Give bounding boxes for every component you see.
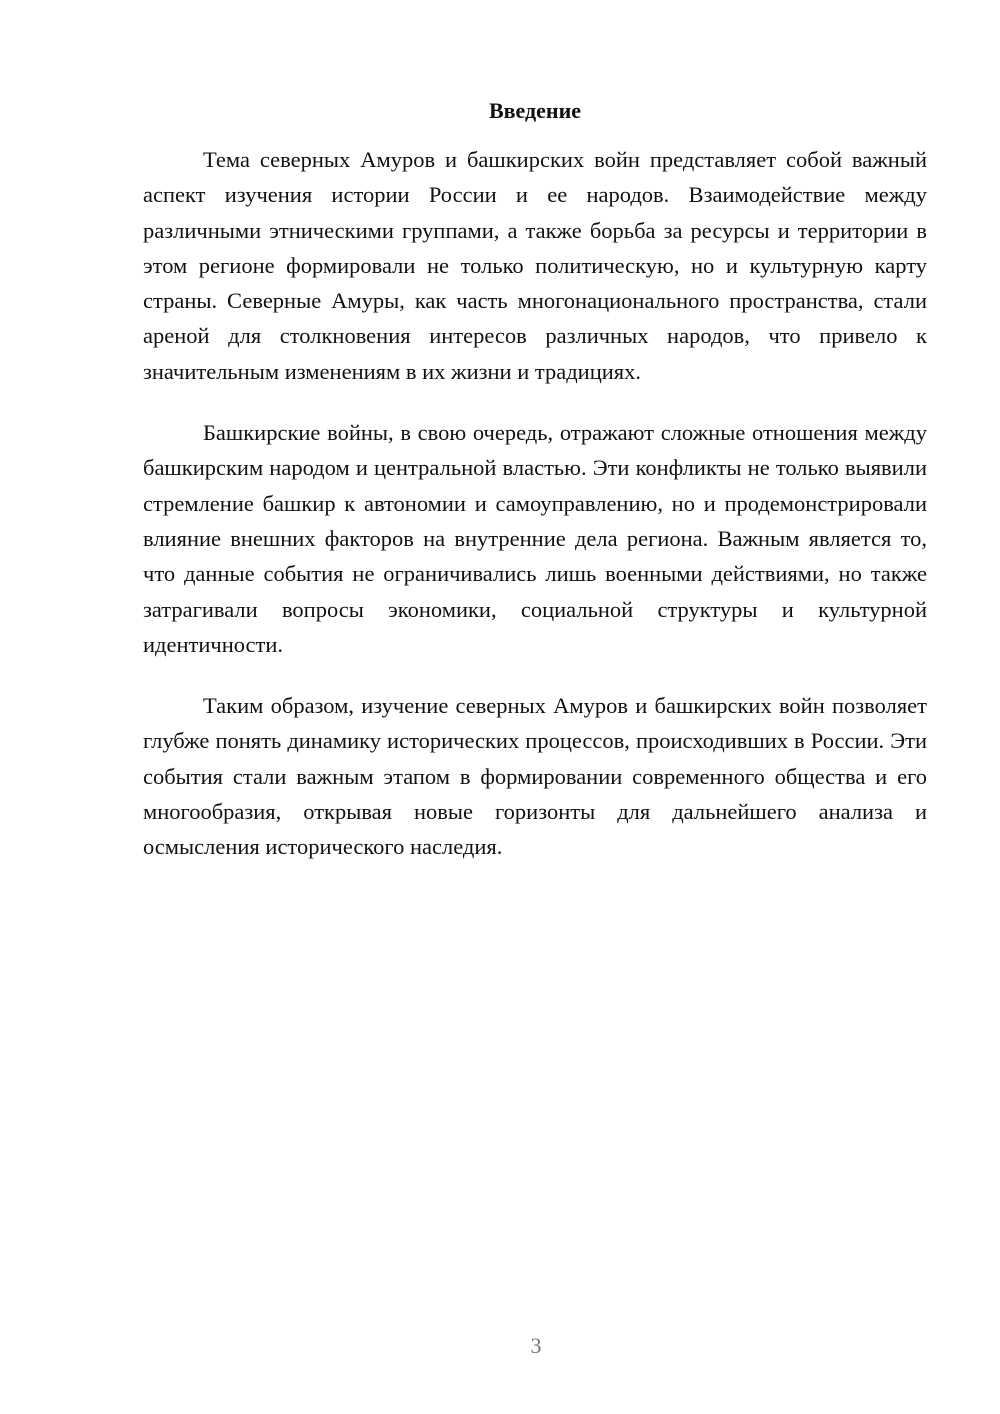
page-title: Введение [488, 98, 582, 123]
page-number: 3 [530, 1333, 542, 1358]
paragraph-1: Тема северных Амуров и башкирских войн представляет собой важный аспект изучения истории России и ее народов. Взаимодействие между различными этническими группами, а также борьба за ресурсы и территории в этом регионе формировали не только политическую, но и культурную карту страны. Северные Амуры, как часть многонационального пространства, стали ареной для столкновения интересов различных народов, что привело к значительным изменениям в их жизни и традициях. [143, 147, 927, 384]
paragraph-3: Таким образом, изучение северных Амуров и башкирских войн позволяет глубже понять динамику исторических процессов, происходивших в России. Эти события стали важным этапом в формировании современного общества и его многообразия, открывая новые горизонты для дальнейшего анализа и осмысления исторического наследия. [143, 693, 927, 860]
document-body [143, 142, 927, 891]
paragraph-2: Башкирские войны, в свою очередь, отражают сложные отношения между башкирским народом и центральной властью. Эти конфликты не только выявили стремление башкир к автономии и самоуправлению, но и продемонстрировали влияние внешних факторов на внутренние дела региона. Важным является то, что данные события не ограничивались лишь военными действиями, но также затрагивали вопросы экономики, социальной структуры и культурной идентичности. [143, 420, 927, 657]
